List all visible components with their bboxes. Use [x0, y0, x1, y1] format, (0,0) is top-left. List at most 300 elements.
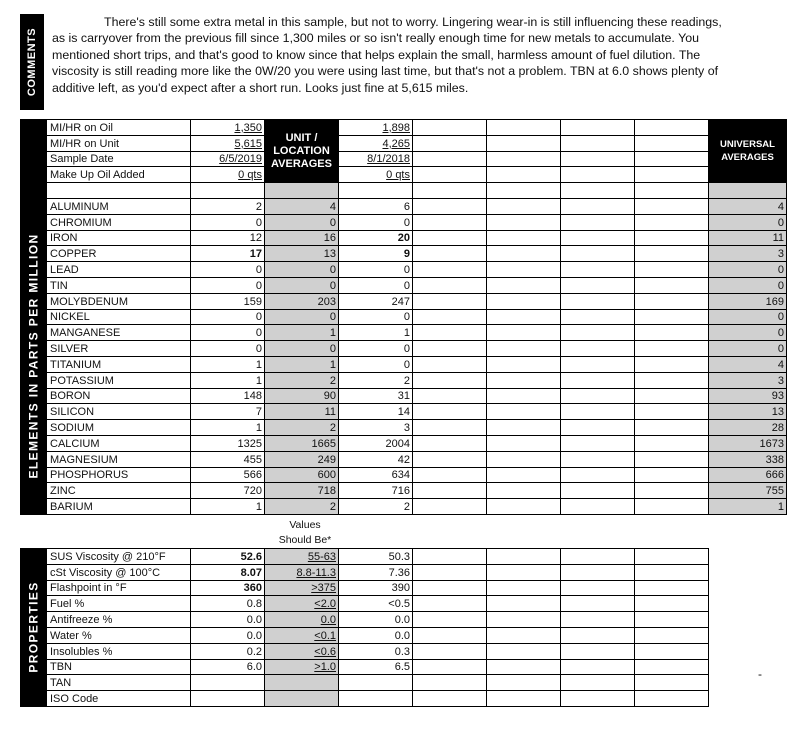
empty-cell — [413, 356, 487, 372]
empty-cell — [635, 230, 709, 246]
empty-cell — [413, 309, 487, 325]
empty-cell — [635, 596, 709, 612]
element-current-value: 17 — [191, 246, 265, 262]
empty-cell — [561, 135, 635, 151]
empty-cell — [561, 627, 635, 643]
empty-cell — [561, 596, 635, 612]
empty-cell — [635, 499, 709, 515]
empty-cell — [487, 120, 561, 136]
empty-cell — [487, 580, 561, 596]
element-name: LEAD — [47, 262, 191, 278]
empty-cell — [709, 612, 787, 628]
element-name: BARIUM — [47, 499, 191, 515]
element-universal-average: 4 — [709, 356, 787, 372]
element-row — [21, 420, 787, 436]
element-row — [21, 372, 787, 388]
empty-cell — [413, 135, 487, 151]
empty-cell — [413, 691, 487, 707]
empty-cell — [635, 325, 709, 341]
empty-cell — [635, 167, 709, 183]
empty-cell — [635, 214, 709, 230]
element-row — [21, 262, 787, 278]
element-current-value: 0 — [191, 262, 265, 278]
empty-cell — [413, 183, 487, 199]
element-row — [21, 198, 787, 214]
empty-cell — [635, 643, 709, 659]
empty-cell — [561, 246, 635, 262]
empty-cell — [635, 246, 709, 262]
element-name: POTASSIUM — [47, 372, 191, 388]
property-current-value: 0.0 — [191, 627, 265, 643]
element-name: ALUMINUM — [47, 198, 191, 214]
property-previous-value: 390 — [339, 580, 413, 596]
property-should-be-value: <2.0 — [265, 596, 339, 612]
universal-averages-header: UNIVERSAL AVERAGES — [709, 120, 787, 183]
property-should-be-value — [265, 675, 339, 691]
empty-cell — [487, 325, 561, 341]
element-unit-average: 0 — [265, 277, 339, 293]
header-label: Make Up Oil Added — [47, 167, 191, 183]
empty-cell — [487, 596, 561, 612]
property-current-value: 6.0 — [191, 659, 265, 675]
element-universal-average: 28 — [709, 420, 787, 436]
empty-cell — [635, 612, 709, 628]
property-previous-value: 50.3 — [339, 549, 413, 565]
element-name: CHROMIUM — [47, 214, 191, 230]
empty-cell — [709, 691, 787, 707]
empty-cell — [561, 372, 635, 388]
empty-cell — [413, 659, 487, 675]
header-current-value: 0 qts — [191, 167, 265, 183]
empty-cell — [635, 467, 709, 483]
element-universal-average: 93 — [709, 388, 787, 404]
element-row — [21, 325, 787, 341]
element-row — [21, 356, 787, 372]
element-previous-value: 14 — [339, 404, 413, 420]
property-should-be-value: >375 — [265, 580, 339, 596]
element-universal-average: 3 — [709, 246, 787, 262]
element-previous-value: 42 — [339, 451, 413, 467]
element-name: IRON — [47, 230, 191, 246]
element-name: BORON — [47, 388, 191, 404]
element-unit-average: 0 — [265, 309, 339, 325]
element-universal-average: 1 — [709, 499, 787, 515]
property-row — [21, 675, 787, 691]
empty-cell — [561, 277, 635, 293]
element-previous-value: 0 — [339, 214, 413, 230]
element-current-value: 720 — [191, 483, 265, 499]
element-current-value: 7 — [191, 404, 265, 420]
header-row — [21, 120, 787, 136]
empty-cell — [561, 151, 635, 167]
empty-cell — [487, 183, 561, 199]
empty-cell — [487, 167, 561, 183]
empty-cell — [487, 549, 561, 565]
element-row — [21, 499, 787, 515]
property-row — [21, 549, 787, 565]
empty-cell — [47, 183, 191, 199]
empty-cell — [561, 167, 635, 183]
empty-cell — [635, 420, 709, 436]
element-unit-average: 4 — [265, 198, 339, 214]
empty-cell — [561, 675, 635, 691]
empty-cell — [635, 135, 709, 151]
sample-info-header — [21, 120, 787, 199]
property-name: TBN — [47, 659, 191, 675]
element-previous-value: 9 — [339, 246, 413, 262]
properties-side-label-text: PROPERTIES — [26, 581, 40, 674]
element-universal-average: 3 — [709, 372, 787, 388]
property-should-be-value — [265, 691, 339, 707]
header-previous-value: 8/1/2018 — [339, 151, 413, 167]
empty-cell — [561, 564, 635, 580]
empty-cell — [413, 198, 487, 214]
empty-cell — [487, 691, 561, 707]
header-side-cell — [21, 151, 47, 167]
element-previous-value: 0 — [339, 341, 413, 357]
empty-cell — [635, 293, 709, 309]
empty-cell — [413, 151, 487, 167]
element-unit-average: 0 — [265, 214, 339, 230]
property-current-value: 0.8 — [191, 596, 265, 612]
property-previous-value: <0.5 — [339, 596, 413, 612]
property-row — [21, 659, 787, 675]
element-previous-value: 0 — [339, 277, 413, 293]
element-current-value: 455 — [191, 451, 265, 467]
empty-cell — [487, 404, 561, 420]
stray-mark: - — [758, 667, 762, 681]
element-name: SILICON — [47, 404, 191, 420]
element-unit-average: 2 — [265, 499, 339, 515]
header-previous-value: 4,265 — [339, 135, 413, 151]
empty-cell — [561, 499, 635, 515]
elements-side-label-text: ELEMENTS IN PARTS PER MILLION — [26, 233, 40, 479]
property-row — [21, 612, 787, 628]
empty-cell — [561, 309, 635, 325]
empty-cell — [487, 246, 561, 262]
empty-cell — [487, 467, 561, 483]
empty-cell — [561, 325, 635, 341]
empty-cell — [413, 293, 487, 309]
empty-cell — [487, 198, 561, 214]
empty-cell — [561, 214, 635, 230]
elements-side-label — [21, 198, 47, 514]
empty-cell — [487, 356, 561, 372]
empty-cell — [413, 246, 487, 262]
element-previous-value: 0 — [339, 309, 413, 325]
header-label: Sample Date — [47, 151, 191, 167]
empty-cell — [413, 325, 487, 341]
property-previous-value: 0.0 — [339, 627, 413, 643]
properties-side-label — [21, 549, 47, 707]
element-universal-average: 338 — [709, 451, 787, 467]
empty-cell — [487, 341, 561, 357]
empty-cell — [561, 659, 635, 675]
empty-cell — [487, 262, 561, 278]
element-previous-value: 634 — [339, 467, 413, 483]
empty-cell — [413, 612, 487, 628]
empty-cell — [487, 309, 561, 325]
empty-cell — [413, 549, 487, 565]
empty-cell — [413, 499, 487, 515]
element-current-value: 0 — [191, 341, 265, 357]
property-previous-value — [339, 675, 413, 691]
empty-cell — [635, 483, 709, 499]
property-row — [21, 691, 787, 707]
element-current-value: 148 — [191, 388, 265, 404]
element-unit-average: 600 — [265, 467, 339, 483]
empty-cell — [413, 372, 487, 388]
empty-cell — [487, 643, 561, 659]
empty-cell — [635, 341, 709, 357]
empty-cell — [487, 435, 561, 451]
empty-cell — [561, 549, 635, 565]
property-should-be-value: 8.8-11.3 — [265, 564, 339, 580]
element-row — [21, 388, 787, 404]
header-label: MI/HR on Oil — [47, 120, 191, 136]
empty-cell — [191, 183, 265, 199]
empty-cell — [487, 612, 561, 628]
empty-cell — [561, 483, 635, 499]
empty-cell — [561, 198, 635, 214]
element-previous-value: 0 — [339, 356, 413, 372]
comments-label: COMMENTS — [20, 14, 44, 110]
empty-cell — [709, 643, 787, 659]
element-unit-average: 718 — [265, 483, 339, 499]
element-row — [21, 293, 787, 309]
property-current-value — [191, 675, 265, 691]
property-current-value: 0.0 — [191, 612, 265, 628]
element-unit-average: 0 — [265, 262, 339, 278]
header-side-cell — [21, 167, 47, 183]
unit-location-averages-header: UNIT / LOCATION AVERAGES — [265, 120, 339, 183]
empty-cell — [635, 564, 709, 580]
empty-cell — [709, 675, 787, 691]
element-current-value: 1 — [191, 420, 265, 436]
header-label: MI/HR on Unit — [47, 135, 191, 151]
empty-cell — [635, 372, 709, 388]
empty-cell — [413, 596, 487, 612]
element-universal-average: 0 — [709, 325, 787, 341]
empty-cell — [487, 499, 561, 515]
property-previous-value: 7.36 — [339, 564, 413, 580]
element-unit-average: 203 — [265, 293, 339, 309]
header-current-value: 5,615 — [191, 135, 265, 151]
element-previous-value: 1 — [339, 325, 413, 341]
properties-body — [21, 549, 787, 707]
element-universal-average: 4 — [709, 198, 787, 214]
property-previous-value: 0.3 — [339, 643, 413, 659]
element-unit-average: 90 — [265, 388, 339, 404]
element-name: COPPER — [47, 246, 191, 262]
property-should-be-value: >1.0 — [265, 659, 339, 675]
property-previous-value — [339, 691, 413, 707]
empty-cell — [561, 691, 635, 707]
empty-cell — [561, 356, 635, 372]
property-row — [21, 564, 787, 580]
property-name: Flashpoint in °F — [47, 580, 191, 596]
empty-cell — [561, 230, 635, 246]
empty-cell — [413, 388, 487, 404]
header-row — [21, 167, 787, 183]
empty-cell — [413, 230, 487, 246]
empty-cell — [561, 120, 635, 136]
empty-cell — [413, 341, 487, 357]
empty-cell — [413, 564, 487, 580]
empty-cell — [635, 356, 709, 372]
header-side-cell — [21, 135, 47, 151]
element-name: CALCIUM — [47, 435, 191, 451]
empty-cell — [561, 580, 635, 596]
property-row — [21, 596, 787, 612]
empty-cell — [413, 262, 487, 278]
property-name: Water % — [47, 627, 191, 643]
empty-cell — [709, 183, 787, 199]
property-name: TAN — [47, 675, 191, 691]
element-universal-average: 0 — [709, 214, 787, 230]
element-unit-average: 1665 — [265, 435, 339, 451]
empty-cell — [561, 643, 635, 659]
element-row — [21, 404, 787, 420]
element-current-value: 1 — [191, 499, 265, 515]
element-universal-average: 0 — [709, 262, 787, 278]
empty-cell — [561, 404, 635, 420]
header-row — [21, 135, 787, 151]
empty-cell — [561, 467, 635, 483]
element-universal-average: 169 — [709, 293, 787, 309]
empty-cell — [635, 120, 709, 136]
element-previous-value: 2 — [339, 499, 413, 515]
empty-cell — [487, 388, 561, 404]
empty-cell — [561, 183, 635, 199]
empty-cell — [487, 151, 561, 167]
element-name: MANGANESE — [47, 325, 191, 341]
spacer-side-cell — [21, 183, 47, 199]
element-current-value: 566 — [191, 467, 265, 483]
element-previous-value: 3 — [339, 420, 413, 436]
header-row — [21, 151, 787, 167]
empty-cell — [413, 277, 487, 293]
empty-cell — [561, 341, 635, 357]
element-current-value: 2 — [191, 198, 265, 214]
property-row — [21, 643, 787, 659]
property-row — [21, 627, 787, 643]
empty-cell — [635, 388, 709, 404]
element-name: SODIUM — [47, 420, 191, 436]
empty-cell — [561, 420, 635, 436]
element-name: MAGNESIUM — [47, 451, 191, 467]
empty-cell — [561, 435, 635, 451]
empty-cell — [635, 659, 709, 675]
element-previous-value: 0 — [339, 262, 413, 278]
values-should-be-heading: Values Should Be* — [278, 519, 332, 546]
element-previous-value: 247 — [339, 293, 413, 309]
empty-cell — [561, 293, 635, 309]
empty-cell — [561, 451, 635, 467]
element-name: MOLYBDENUM — [47, 293, 191, 309]
empty-cell — [487, 214, 561, 230]
empty-cell — [709, 596, 787, 612]
element-name: ZINC — [47, 483, 191, 499]
element-current-value: 1325 — [191, 435, 265, 451]
element-current-value: 1 — [191, 372, 265, 388]
element-row — [21, 483, 787, 499]
element-row — [21, 309, 787, 325]
property-name: SUS Viscosity @ 210°F — [47, 549, 191, 565]
element-current-value: 0 — [191, 309, 265, 325]
empty-cell — [635, 183, 709, 199]
element-unit-average: 13 — [265, 246, 339, 262]
element-row — [21, 451, 787, 467]
empty-cell — [635, 277, 709, 293]
property-row — [21, 580, 787, 596]
property-name: Fuel % — [47, 596, 191, 612]
element-name: TITANIUM — [47, 356, 191, 372]
empty-cell — [413, 120, 487, 136]
element-current-value: 0 — [191, 277, 265, 293]
property-current-value: 52.6 — [191, 549, 265, 565]
element-previous-value: 716 — [339, 483, 413, 499]
empty-cell — [487, 230, 561, 246]
empty-cell — [413, 483, 487, 499]
empty-cell — [487, 293, 561, 309]
property-should-be-value: 0.0 — [265, 612, 339, 628]
empty-cell — [413, 404, 487, 420]
element-unit-average: 2 — [265, 420, 339, 436]
property-name: ISO Code — [47, 691, 191, 707]
empty-cell — [635, 627, 709, 643]
spacer-row — [21, 183, 787, 199]
element-name: PHOSPHORUS — [47, 467, 191, 483]
empty-cell — [635, 580, 709, 596]
empty-cell — [339, 183, 413, 199]
empty-cell — [561, 262, 635, 278]
empty-cell — [635, 404, 709, 420]
element-unit-average: 2 — [265, 372, 339, 388]
empty-cell — [413, 643, 487, 659]
element-previous-value: 6 — [339, 198, 413, 214]
empty-cell — [487, 659, 561, 675]
empty-cell — [635, 675, 709, 691]
element-universal-average: 13 — [709, 404, 787, 420]
empty-cell — [413, 435, 487, 451]
comment-text: There's still some extra metal in this sample, but not to worry. Lingering wear-in is still influencing these readings, as is carryover from the previous fill since 1,300 miles or so isn't really enough time for new metals to accumulate. You mentioned short trips, and that's good to know since that helps explain the small, harmless amount of fuel dilution. The viscosity is still reading more like the 0W/20 you were using last time, but that's not a problem. TBN at 6.0 shows plenty of additive left, as you'd expect after a short run. Looks just fine at 5,615 miles. — [52, 15, 722, 95]
element-row — [21, 435, 787, 451]
element-unit-average: 16 — [265, 230, 339, 246]
property-name: Antifreeze % — [47, 612, 191, 628]
empty-cell — [487, 675, 561, 691]
empty-cell — [709, 564, 787, 580]
empty-cell — [265, 183, 339, 199]
header-current-value: 1,350 — [191, 120, 265, 136]
elements-body — [21, 198, 787, 514]
element-name: TIN — [47, 277, 191, 293]
empty-cell — [635, 262, 709, 278]
element-current-value: 12 — [191, 230, 265, 246]
empty-cell — [635, 198, 709, 214]
empty-cell — [413, 675, 487, 691]
element-row — [21, 230, 787, 246]
empty-cell — [561, 612, 635, 628]
empty-cell — [487, 135, 561, 151]
empty-cell — [635, 309, 709, 325]
element-row — [21, 467, 787, 483]
empty-cell — [635, 549, 709, 565]
empty-cell — [561, 388, 635, 404]
property-name: Insolubles % — [47, 643, 191, 659]
element-previous-value: 20 — [339, 230, 413, 246]
element-unit-average: 249 — [265, 451, 339, 467]
